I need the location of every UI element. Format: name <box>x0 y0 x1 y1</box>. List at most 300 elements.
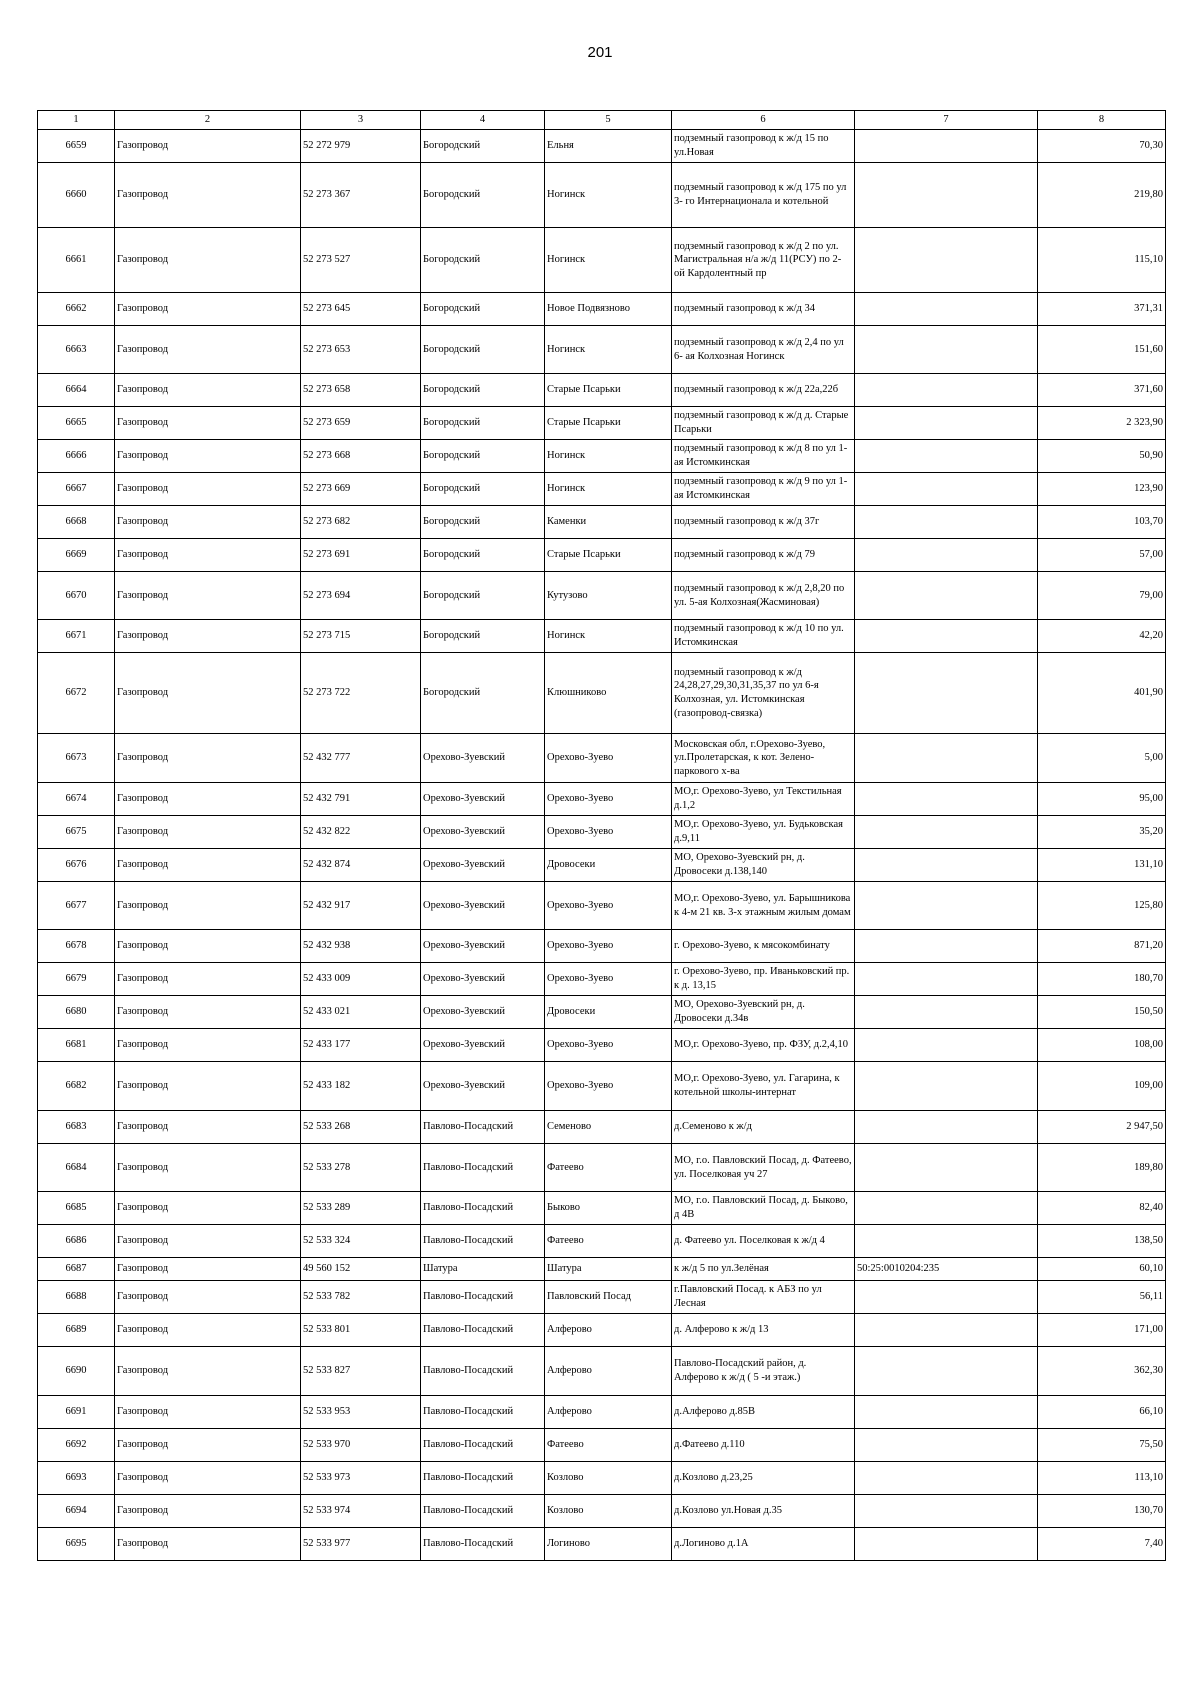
locality-name: Павловский Посад <box>545 1281 672 1314</box>
object-description: д.Семеново к ж/д <box>672 1111 855 1144</box>
object-type: Газопровод <box>115 930 301 963</box>
locality-name: Ногинск <box>545 473 672 506</box>
district-name: Богородский <box>421 440 545 473</box>
object-type: Газопровод <box>115 1396 301 1429</box>
header-row <box>38 111 1166 130</box>
object-code: 52 533 977 <box>301 1528 421 1561</box>
row-number: 6670 <box>38 572 115 620</box>
object-length: 75,50 <box>1038 1429 1166 1462</box>
object-type: Газопровод <box>115 1225 301 1258</box>
table-row <box>38 1429 1166 1462</box>
locality-name: Ногинск <box>545 326 672 374</box>
district-name: Орехово-Зуевский <box>421 849 545 882</box>
object-length: 362,30 <box>1038 1347 1166 1396</box>
locality-name: Новое Подвязново <box>545 293 672 326</box>
district-name: Орехово-Зуевский <box>421 996 545 1029</box>
object-code: 52 273 691 <box>301 539 421 572</box>
column-header: 8 <box>1038 111 1166 130</box>
object-description: подземный газопровод к ж/д 34 <box>672 293 855 326</box>
district-name: Богородский <box>421 293 545 326</box>
object-description: подземный газопровод к ж/д 175 по ул 3- го Интернационала и котельной <box>672 163 855 228</box>
cadastral-number <box>855 1062 1038 1111</box>
object-length: 35,20 <box>1038 816 1166 849</box>
object-length: 371,31 <box>1038 293 1166 326</box>
table-row <box>38 163 1166 228</box>
object-code: 52 432 791 <box>301 783 421 816</box>
district-name: Павлово-Посадский <box>421 1225 545 1258</box>
object-length: 138,50 <box>1038 1225 1166 1258</box>
object-description: д.Козлово ул.Новая д.35 <box>672 1495 855 1528</box>
object-type: Газопровод <box>115 1462 301 1495</box>
row-number: 6672 <box>38 653 115 734</box>
object-description: подземный газопровод к ж/д д. Старые Псарьки <box>672 407 855 440</box>
object-description: подземный газопровод к ж/д 37г <box>672 506 855 539</box>
object-length: 79,00 <box>1038 572 1166 620</box>
district-name: Богородский <box>421 653 545 734</box>
object-description: МО,г. Орехово-Зуево, ул Текстильная д.1,2 <box>672 783 855 816</box>
district-name: Павлово-Посадский <box>421 1396 545 1429</box>
cadastral-number <box>855 374 1038 407</box>
row-number: 6671 <box>38 620 115 653</box>
object-code: 52 433 182 <box>301 1062 421 1111</box>
object-length: 2 947,50 <box>1038 1111 1166 1144</box>
district-name: Орехово-Зуевский <box>421 734 545 783</box>
object-code: 52 533 970 <box>301 1429 421 1462</box>
district-name: Павлово-Посадский <box>421 1281 545 1314</box>
object-code: 52 533 953 <box>301 1396 421 1429</box>
table-row <box>38 473 1166 506</box>
row-number: 6663 <box>38 326 115 374</box>
object-code: 52 273 653 <box>301 326 421 374</box>
column-header: 3 <box>301 111 421 130</box>
row-number: 6680 <box>38 996 115 1029</box>
object-length: 180,70 <box>1038 963 1166 996</box>
row-number: 6690 <box>38 1347 115 1396</box>
cadastral-number <box>855 407 1038 440</box>
object-type: Газопровод <box>115 1192 301 1225</box>
object-type: Газопровод <box>115 882 301 930</box>
object-code: 52 432 822 <box>301 816 421 849</box>
row-number: 6693 <box>38 1462 115 1495</box>
locality-name: Фатеево <box>545 1429 672 1462</box>
row-number: 6666 <box>38 440 115 473</box>
district-name: Орехово-Зуевский <box>421 963 545 996</box>
district-name: Богородский <box>421 130 545 163</box>
locality-name: Козлово <box>545 1462 672 1495</box>
cadastral-number <box>855 228 1038 293</box>
locality-name: Старые Псарьки <box>545 407 672 440</box>
cadastral-number <box>855 930 1038 963</box>
object-type: Газопровод <box>115 1258 301 1281</box>
row-number: 6686 <box>38 1225 115 1258</box>
district-name: Орехово-Зуевский <box>421 1029 545 1062</box>
object-description: подземный газопровод к ж/д 8 по ул 1- ая Истомкинская <box>672 440 855 473</box>
column-header: 5 <box>545 111 672 130</box>
column-header: 6 <box>672 111 855 130</box>
object-type: Газопровод <box>115 1429 301 1462</box>
cadastral-number <box>855 1528 1038 1561</box>
object-length: 109,00 <box>1038 1062 1166 1111</box>
row-number: 6675 <box>38 816 115 849</box>
table-row <box>38 326 1166 374</box>
cadastral-number <box>855 1111 1038 1144</box>
table-row <box>38 228 1166 293</box>
object-description: подземный газопровод к ж/д 10 по ул. Истомкинская <box>672 620 855 653</box>
object-length: 42,20 <box>1038 620 1166 653</box>
object-code: 52 432 874 <box>301 849 421 882</box>
district-name: Павлово-Посадский <box>421 1192 545 1225</box>
object-type: Газопровод <box>115 1528 301 1561</box>
object-type: Газопровод <box>115 473 301 506</box>
column-header: 4 <box>421 111 545 130</box>
object-type: Газопровод <box>115 816 301 849</box>
object-description: г. Орехово-Зуево, к мясокомбинату <box>672 930 855 963</box>
object-description: д.Алферово д.85В <box>672 1396 855 1429</box>
object-code: 52 533 268 <box>301 1111 421 1144</box>
locality-name: Орехово-Зуево <box>545 930 672 963</box>
row-number: 6674 <box>38 783 115 816</box>
cadastral-number: 50:25:0010204:235 <box>855 1258 1038 1281</box>
district-name: Богородский <box>421 326 545 374</box>
row-number: 6668 <box>38 506 115 539</box>
object-description: г. Орехово-Зуево, пр. Иваньковский пр. к д. 13,15 <box>672 963 855 996</box>
object-code: 52 533 801 <box>301 1314 421 1347</box>
row-number: 6695 <box>38 1528 115 1561</box>
object-type: Газопровод <box>115 1111 301 1144</box>
district-name: Богородский <box>421 473 545 506</box>
object-description: д. Алферово к ж/д 13 <box>672 1314 855 1347</box>
district-name: Богородский <box>421 539 545 572</box>
cadastral-number <box>855 130 1038 163</box>
object-code: 52 273 669 <box>301 473 421 506</box>
district-name: Богородский <box>421 228 545 293</box>
object-type: Газопровод <box>115 130 301 163</box>
object-length: 131,10 <box>1038 849 1166 882</box>
locality-name: Старые Псарьки <box>545 539 672 572</box>
object-description: МО, Орехово-Зуевский рн, д. Дровосеки д.138,140 <box>672 849 855 882</box>
locality-name: Ногинск <box>545 228 672 293</box>
object-description: д.Логиново д.1А <box>672 1528 855 1561</box>
locality-name: Ельня <box>545 130 672 163</box>
object-code: 52 433 009 <box>301 963 421 996</box>
object-description: подземный газопровод к ж/д 2,8,20 по ул. 5-ая Колхозная(Жасминовая) <box>672 572 855 620</box>
locality-name: Орехово-Зуево <box>545 816 672 849</box>
object-code: 52 533 973 <box>301 1462 421 1495</box>
district-name: Богородский <box>421 407 545 440</box>
cadastral-number <box>855 816 1038 849</box>
object-code: 52 273 722 <box>301 653 421 734</box>
object-description: д. Фатеево ул. Поселковая к ж/д 4 <box>672 1225 855 1258</box>
locality-name: Дровосеки <box>545 849 672 882</box>
object-code: 52 432 777 <box>301 734 421 783</box>
row-number: 6691 <box>38 1396 115 1429</box>
district-name: Орехово-Зуевский <box>421 783 545 816</box>
object-description: Павлово-Посадский район, д. Алферово к ж/д ( 5 -и этаж.) <box>672 1347 855 1396</box>
object-type: Газопровод <box>115 653 301 734</box>
object-length: 108,00 <box>1038 1029 1166 1062</box>
district-name: Богородский <box>421 506 545 539</box>
column-header: 7 <box>855 111 1038 130</box>
object-length: 95,00 <box>1038 783 1166 816</box>
table-body <box>38 130 1166 1561</box>
cadastral-number <box>855 1144 1038 1192</box>
object-description: МО, Орехово-Зуевский рн, д. Дровосеки д.34в <box>672 996 855 1029</box>
locality-name: Семеново <box>545 1111 672 1144</box>
object-description: г.Павловский Посад. к АБЗ по ул Лесная <box>672 1281 855 1314</box>
object-length: 50,90 <box>1038 440 1166 473</box>
object-type: Газопровод <box>115 963 301 996</box>
row-number: 6665 <box>38 407 115 440</box>
object-type: Газопровод <box>115 1281 301 1314</box>
table-row <box>38 1192 1166 1225</box>
object-type: Газопровод <box>115 539 301 572</box>
cadastral-number <box>855 849 1038 882</box>
property-registry-table <box>37 110 1166 1561</box>
object-type: Газопровод <box>115 374 301 407</box>
table-row <box>38 783 1166 816</box>
locality-name: Фатеево <box>545 1144 672 1192</box>
row-number: 6659 <box>38 130 115 163</box>
district-name: Павлово-Посадский <box>421 1314 545 1347</box>
object-code: 52 273 668 <box>301 440 421 473</box>
object-description: подземный газопровод к ж/д 79 <box>672 539 855 572</box>
row-number: 6673 <box>38 734 115 783</box>
table-row <box>38 130 1166 163</box>
object-length: 57,00 <box>1038 539 1166 572</box>
object-type: Газопровод <box>115 1495 301 1528</box>
object-code: 52 273 682 <box>301 506 421 539</box>
object-description: подземный газопровод к ж/д 2 по ул. Магистральная н/а ж/д 11(РСУ) по 2-ой Кардолентный пр <box>672 228 855 293</box>
table-row <box>38 407 1166 440</box>
row-number: 6692 <box>38 1429 115 1462</box>
object-description: д.Козлово д.23,25 <box>672 1462 855 1495</box>
object-type: Газопровод <box>115 326 301 374</box>
object-code: 52 533 278 <box>301 1144 421 1192</box>
cadastral-number <box>855 506 1038 539</box>
district-name: Павлово-Посадский <box>421 1429 545 1462</box>
object-description: подземный газопровод к ж/д 22а,22б <box>672 374 855 407</box>
table-row <box>38 734 1166 783</box>
object-length: 2 323,90 <box>1038 407 1166 440</box>
object-length: 60,10 <box>1038 1258 1166 1281</box>
district-name: Орехово-Зуевский <box>421 816 545 849</box>
object-length: 70,30 <box>1038 130 1166 163</box>
table-row <box>38 963 1166 996</box>
cadastral-number <box>855 996 1038 1029</box>
table-row <box>38 1225 1166 1258</box>
cadastral-number <box>855 1429 1038 1462</box>
object-length: 125,80 <box>1038 882 1166 930</box>
row-number: 6683 <box>38 1111 115 1144</box>
district-name: Павлово-Посадский <box>421 1528 545 1561</box>
locality-name: Алферово <box>545 1396 672 1429</box>
object-type: Газопровод <box>115 440 301 473</box>
object-code: 52 272 979 <box>301 130 421 163</box>
district-name: Павлово-Посадский <box>421 1495 545 1528</box>
locality-name: Орехово-Зуево <box>545 963 672 996</box>
object-code: 49 560 152 <box>301 1258 421 1281</box>
object-length: 130,70 <box>1038 1495 1166 1528</box>
column-header: 2 <box>115 111 301 130</box>
column-header: 1 <box>38 111 115 130</box>
table-row <box>38 849 1166 882</box>
locality-name: Шатура <box>545 1258 672 1281</box>
cadastral-number <box>855 293 1038 326</box>
object-code: 52 273 658 <box>301 374 421 407</box>
locality-name: Орехово-Зуево <box>545 783 672 816</box>
table-row <box>38 816 1166 849</box>
district-name: Орехово-Зуевский <box>421 882 545 930</box>
district-name: Орехово-Зуевский <box>421 1062 545 1111</box>
object-type: Газопровод <box>115 996 301 1029</box>
table-row <box>38 440 1166 473</box>
locality-name: Клюшниково <box>545 653 672 734</box>
object-type: Газопровод <box>115 1347 301 1396</box>
cadastral-number <box>855 1314 1038 1347</box>
cadastral-number <box>855 783 1038 816</box>
table-row <box>38 1528 1166 1561</box>
locality-name: Алферово <box>545 1314 672 1347</box>
object-length: 115,10 <box>1038 228 1166 293</box>
table-row <box>38 539 1166 572</box>
object-code: 52 273 527 <box>301 228 421 293</box>
object-code: 52 533 782 <box>301 1281 421 1314</box>
locality-name: Ногинск <box>545 620 672 653</box>
object-code: 52 432 938 <box>301 930 421 963</box>
row-number: 6661 <box>38 228 115 293</box>
object-length: 401,90 <box>1038 653 1166 734</box>
table-row <box>38 882 1166 930</box>
locality-name: Старые Псарьки <box>545 374 672 407</box>
object-description: МО, г.о. Павловский Посад, д. Фатеево, ул. Поселковая уч 27 <box>672 1144 855 1192</box>
row-number: 6694 <box>38 1495 115 1528</box>
district-name: Богородский <box>421 374 545 407</box>
table-row <box>38 506 1166 539</box>
object-code: 52 533 974 <box>301 1495 421 1528</box>
district-name: Павлово-Посадский <box>421 1347 545 1396</box>
locality-name: Фатеево <box>545 1225 672 1258</box>
object-code: 52 533 827 <box>301 1347 421 1396</box>
object-description: МО,г. Орехово-Зуево, ул. Будьковская д.9,11 <box>672 816 855 849</box>
row-number: 6689 <box>38 1314 115 1347</box>
object-code: 52 273 367 <box>301 163 421 228</box>
district-name: Павлово-Посадский <box>421 1144 545 1192</box>
object-code: 52 273 694 <box>301 572 421 620</box>
locality-name: Орехово-Зуево <box>545 1029 672 1062</box>
table-row <box>38 1281 1166 1314</box>
row-number: 6682 <box>38 1062 115 1111</box>
district-name: Шатура <box>421 1258 545 1281</box>
row-number: 6662 <box>38 293 115 326</box>
object-length: 113,10 <box>1038 1462 1166 1495</box>
object-length: 66,10 <box>1038 1396 1166 1429</box>
object-length: 82,40 <box>1038 1192 1166 1225</box>
object-type: Газопровод <box>115 849 301 882</box>
object-code: 52 432 917 <box>301 882 421 930</box>
object-description: подземный газопровод к ж/д 15 по ул.Новая <box>672 130 855 163</box>
object-type: Газопровод <box>115 1062 301 1111</box>
cadastral-number <box>855 1396 1038 1429</box>
locality-name: Орехово-Зуево <box>545 882 672 930</box>
object-length: 7,40 <box>1038 1528 1166 1561</box>
locality-name: Козлово <box>545 1495 672 1528</box>
object-type: Газопровод <box>115 1029 301 1062</box>
object-code: 52 273 659 <box>301 407 421 440</box>
table-row <box>38 1314 1166 1347</box>
object-description: д.Фатеево д.110 <box>672 1429 855 1462</box>
district-name: Богородский <box>421 572 545 620</box>
locality-name: Кутузово <box>545 572 672 620</box>
locality-name: Ногинск <box>545 163 672 228</box>
cadastral-number <box>855 734 1038 783</box>
object-description: подземный газопровод к ж/д 24,28,27,29,30,31,35,37 по ул 6-я Колхозная, ул. Истомкинская (газопровод-связка) <box>672 653 855 734</box>
table-row <box>38 996 1166 1029</box>
cadastral-number <box>855 473 1038 506</box>
object-length: 56,11 <box>1038 1281 1166 1314</box>
row-number: 6681 <box>38 1029 115 1062</box>
table-row <box>38 930 1166 963</box>
table-row <box>38 572 1166 620</box>
object-length: 871,20 <box>1038 930 1166 963</box>
cadastral-number <box>855 1029 1038 1062</box>
cadastral-number <box>855 440 1038 473</box>
table-row <box>38 1347 1166 1396</box>
locality-name: Орехово-Зуево <box>545 1062 672 1111</box>
object-length: 171,00 <box>1038 1314 1166 1347</box>
row-number: 6685 <box>38 1192 115 1225</box>
cadastral-number <box>855 1281 1038 1314</box>
object-description: Московская обл, г.Орехово-Зуево, ул.Пролетарская, к кот. Зелено-паркового х-ва <box>672 734 855 783</box>
object-type: Газопровод <box>115 734 301 783</box>
row-number: 6676 <box>38 849 115 882</box>
cadastral-number <box>855 620 1038 653</box>
object-description: МО,г. Орехово-Зуево, пр. ФЗУ, д.2,4,10 <box>672 1029 855 1062</box>
table-row <box>38 1462 1166 1495</box>
cadastral-number <box>855 1462 1038 1495</box>
cadastral-number <box>855 1225 1038 1258</box>
locality-name: Логиново <box>545 1528 672 1561</box>
object-length: 371,60 <box>1038 374 1166 407</box>
object-description: МО, г.о. Павловский Посад, д. Быково, д 4В <box>672 1192 855 1225</box>
object-description: МО,г. Орехово-Зуево, ул. Барышникова к 4-м 21 кв. 3-х этажным жилым домам <box>672 882 855 930</box>
district-name: Павлово-Посадский <box>421 1462 545 1495</box>
object-description: подземный газопровод к ж/д 2,4 по ул 6- ая Колхозная Ногинск <box>672 326 855 374</box>
object-code: 52 433 021 <box>301 996 421 1029</box>
object-code: 52 533 289 <box>301 1192 421 1225</box>
object-type: Газопровод <box>115 1314 301 1347</box>
table-row <box>38 1144 1166 1192</box>
locality-name: Ногинск <box>545 440 672 473</box>
cadastral-number <box>855 163 1038 228</box>
row-number: 6679 <box>38 963 115 996</box>
object-description: МО,г. Орехово-Зуево, ул. Гагарина, к котельной школы-интернат <box>672 1062 855 1111</box>
object-type: Газопровод <box>115 407 301 440</box>
object-description: подземный газопровод к ж/д 9 по ул 1- ая Истомкинская <box>672 473 855 506</box>
table-row <box>38 1111 1166 1144</box>
object-length: 219,80 <box>1038 163 1166 228</box>
table-row <box>38 374 1166 407</box>
table-row <box>38 1029 1166 1062</box>
table-row <box>38 620 1166 653</box>
cadastral-number <box>855 572 1038 620</box>
row-number: 6687 <box>38 1258 115 1281</box>
cadastral-number <box>855 882 1038 930</box>
object-length: 103,70 <box>1038 506 1166 539</box>
row-number: 6677 <box>38 882 115 930</box>
page-number: 201 <box>587 44 613 61</box>
table-row <box>38 653 1166 734</box>
table-row <box>38 293 1166 326</box>
